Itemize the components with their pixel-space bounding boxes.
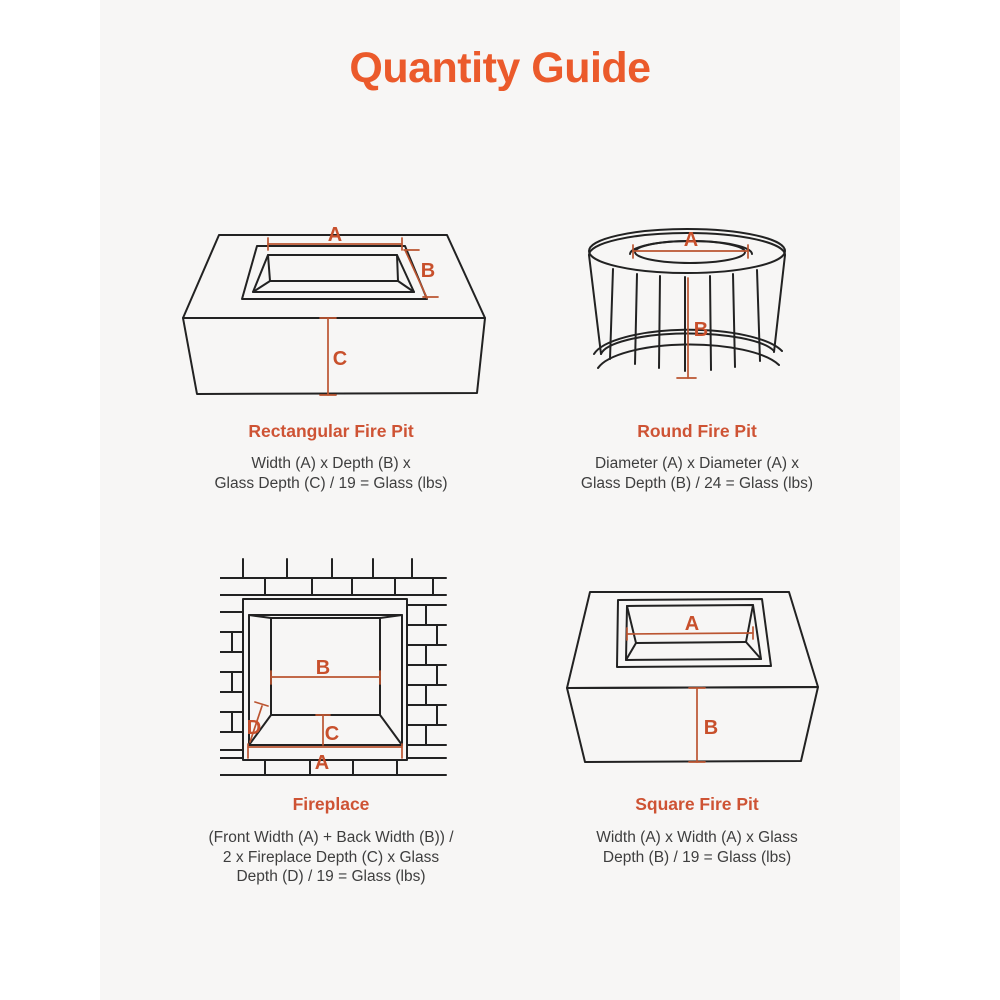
heading-square-fire-pit: Square Fire Pit (635, 794, 759, 814)
dimension-label-a: A (327, 224, 343, 246)
formula-line: 2 x Fireplace Depth (C) x Glass (222, 848, 440, 866)
round-fire-pit-dimension-lines (633, 245, 748, 378)
square-fire-pit-diagram (565, 580, 855, 790)
dimension-label-a: A (314, 752, 330, 774)
heading-round-fire-pit: Round Fire Pit (637, 421, 757, 441)
rectangular-fire-pit-diagram (175, 220, 490, 405)
formula-line: Diameter (A) x Diameter (A) x (594, 455, 800, 472)
fireplace-diagram (220, 555, 450, 795)
formula-line: Depth (B) / 19 = Glass (lbs) (602, 848, 792, 866)
formula-line: Width (A) x Depth (B) x (251, 455, 411, 472)
dimension-label-a: A (683, 229, 699, 251)
page-title: Quantity Guide (349, 44, 651, 92)
square-fire-pit-dimension-lines (627, 627, 753, 762)
formula-line: Glass Depth (C) / 19 = Glass (lbs) (214, 474, 448, 492)
formula-line: (Front Width (A) + Back Width (B)) / (208, 829, 454, 846)
dimension-label-b: B (703, 717, 719, 739)
formula-round-fire-pit (497, 454, 897, 493)
formula-line: Depth (D) / 19 = Glass (lbs) (236, 868, 426, 885)
heading-fireplace: Fireplace (292, 794, 370, 814)
dimension-label-b: B (420, 260, 436, 282)
formula-square-fire-pit (497, 828, 897, 867)
dimension-label-a: A (684, 613, 700, 635)
dimension-label-b: B (693, 319, 709, 341)
dimension-label-c: C (332, 348, 348, 370)
formula-fireplace (131, 828, 531, 887)
formula-rectangular-fire-pit (131, 454, 531, 493)
rectangular-fire-pit-outline (183, 235, 485, 394)
dimension-label-d: D (246, 717, 262, 739)
round-fire-pit-diagram (565, 215, 835, 405)
dimension-label-c: C (324, 723, 340, 745)
heading-rectangular-fire-pit: Rectangular Fire Pit (248, 421, 414, 441)
dimension-label-b: B (315, 657, 331, 679)
formula-line: Glass Depth (B) / 24 = Glass (lbs) (580, 474, 814, 492)
formula-line: Width (A) x Width (A) x Glass (596, 829, 798, 846)
